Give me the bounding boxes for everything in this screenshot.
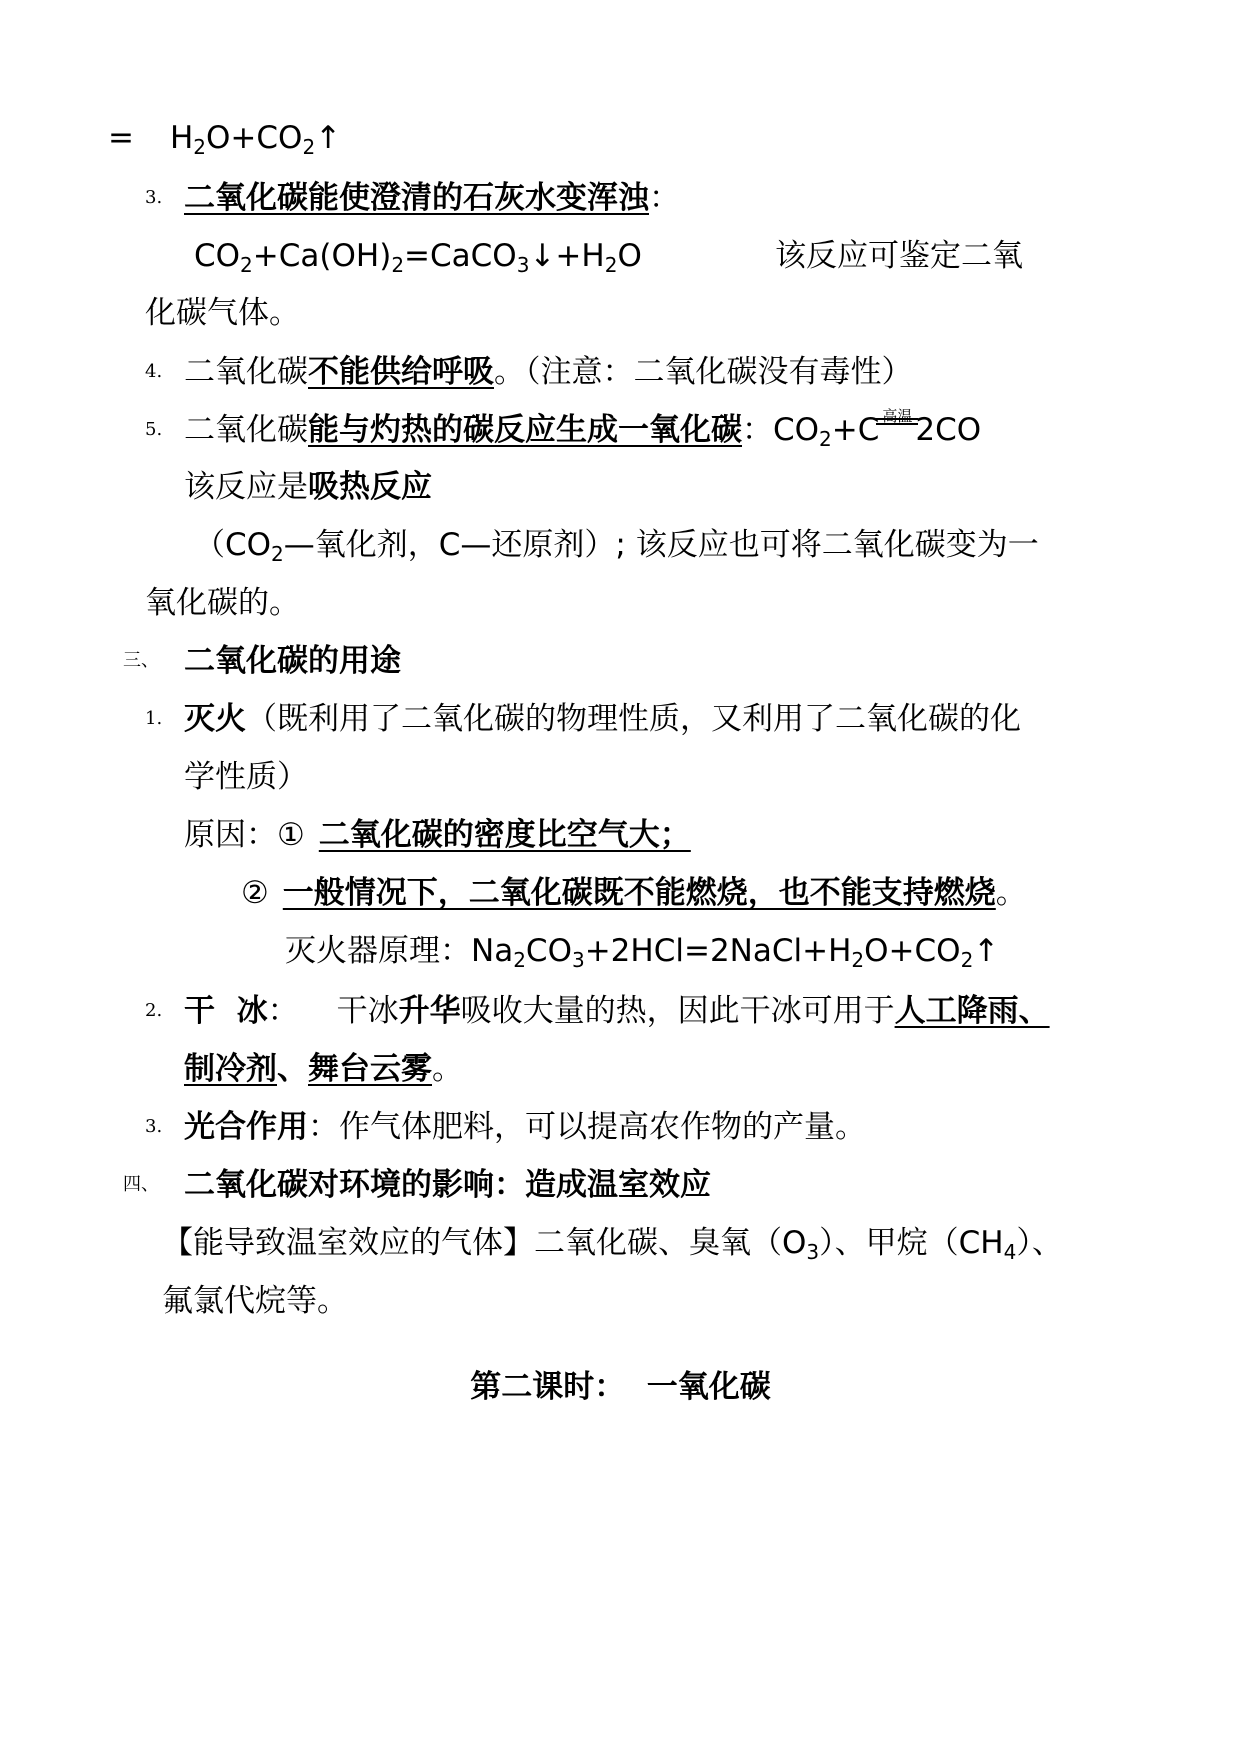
equation-continuation: = $H_2O+CO_2↑$ xyxy=(108,120,342,159)
section-heading: 二氧化碳对环境的影响：造成温室效应 xyxy=(184,1167,711,1203)
section-number: 四、 xyxy=(123,1174,159,1195)
equation-limewater: $CO_2+Ca(OH)_2=CaCO_3↓+H_2O$ xyxy=(194,238,642,277)
paragraph-text: 学性质） xyxy=(184,759,308,795)
use-item: 干 冰： 干冰升华吸收大量的热，因此干冰可用于人工降雨、 xyxy=(184,993,1050,1029)
property-item: 二氧化碳不能供给呼吸。（注意：二氧化碳没有毒性） xyxy=(184,354,913,390)
lesson-title: 第二课时： 一氧化碳 xyxy=(470,1369,771,1405)
extinguisher-equation: 灭火器原理：$Na_2CO_3+2HCl=2NaCl+H_2O+CO_2↑$ xyxy=(285,933,1000,972)
reason-two: ② 一般情况下，二氧化碳既不能燃烧，也不能支持燃烧。 xyxy=(241,875,1027,911)
property-heading: 二氧化碳能使澄清的石灰水变浑浊： xyxy=(184,180,680,216)
paragraph-text: 制冷剂、舞台云雾。 xyxy=(184,1051,463,1087)
equation-note: 该反应可鉴定二氧 xyxy=(775,238,1023,274)
section-heading: 二氧化碳的用途 xyxy=(184,643,401,679)
paragraph-text: 氧化碳的。 xyxy=(145,585,300,621)
reason-one: 原因：① 二氧化碳的密度比空气大； xyxy=(184,817,691,853)
list-number: 3. xyxy=(145,1116,163,1137)
paragraph-text: 化碳气体。 xyxy=(145,295,300,331)
use-item: 灭火（既利用了二氧化碳的物理性质，又利用了二氧化碳的化 xyxy=(184,701,1021,737)
paragraph-text: （$CO_2—$氧化剂，C—还原剂）; 该反应也可将二氧化碳变为一 xyxy=(194,527,1039,566)
list-number: 4. xyxy=(145,361,163,382)
reaction-condition: 高温 xyxy=(879,410,915,450)
paragraph-text: 氟氯代烷等。 xyxy=(162,1283,348,1319)
use-item: 光合作用：作气体肥料，可以提高农作物的产量。 xyxy=(184,1109,866,1145)
list-number: 1. xyxy=(145,708,163,729)
list-number: 5. xyxy=(145,419,163,440)
paragraph-text: 【能导致温室效应的气体】二氧化碳、臭氧$(O_3)$、甲烷$(CH_4)$、 xyxy=(162,1225,1063,1264)
list-number: 2. xyxy=(145,1000,163,1021)
list-number: 3. xyxy=(145,187,163,208)
section-number: 三、 xyxy=(123,650,159,671)
paragraph-text: 该反应是吸热反应 xyxy=(184,469,432,505)
property-item: 二氧化碳能与灼热的碳反应生成一氧化碳：$CO_2+C$ 高温 2CO xyxy=(184,410,981,450)
